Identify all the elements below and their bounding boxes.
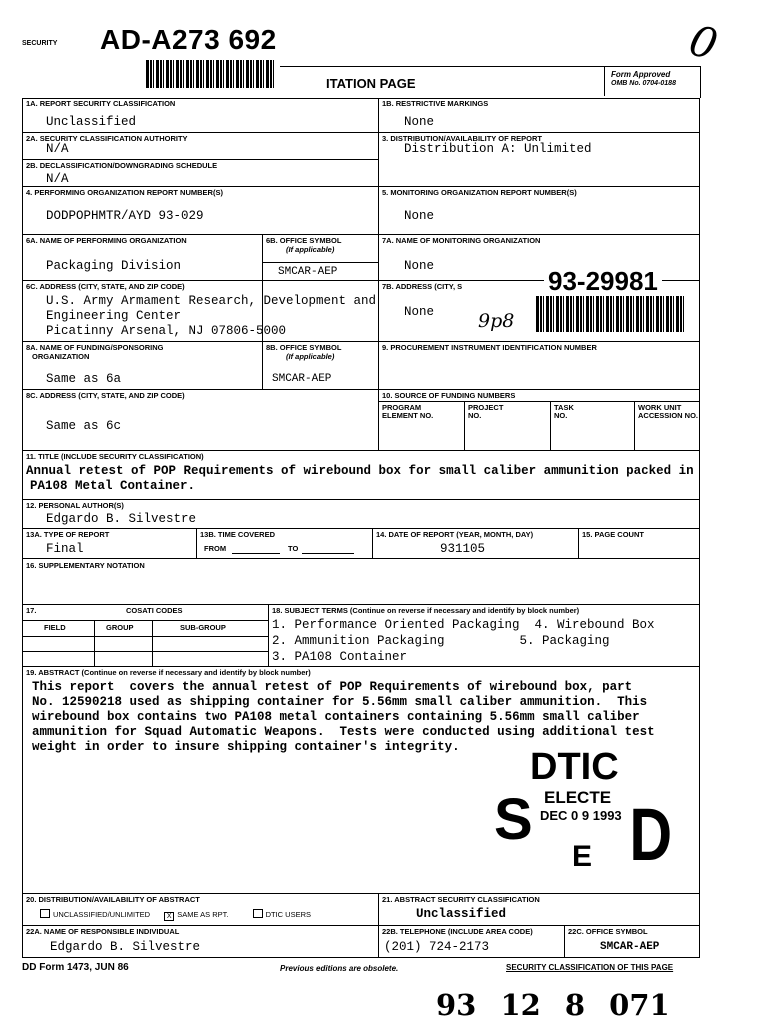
classification-authority: N/A xyxy=(46,142,69,156)
label-1a: 1A. REPORT SECURITY CLASSIFICATION xyxy=(26,99,176,108)
subject-terms-line-1: 1. Performance Oriented Packaging 4. Wirebound Box xyxy=(272,618,655,632)
accession-barcode xyxy=(536,296,686,332)
cosati-group-header: GROUP xyxy=(106,623,134,632)
label-6a: 6A. NAME OF PERFORMING ORGANIZATION xyxy=(26,236,187,245)
dtic-stamp-electe: ELECTE xyxy=(544,788,612,807)
label-13a: 13A. TYPE OF REPORT xyxy=(26,530,110,539)
handwritten-note: 9p8 xyxy=(478,310,515,332)
handwritten-zero: 0 xyxy=(684,15,723,70)
performing-address-line-2: Engineering Center xyxy=(46,309,182,323)
time-covered-to: TO xyxy=(288,544,299,553)
responsible-office-symbol: SMCAR-AEP xyxy=(600,941,660,953)
report-date: 931105 xyxy=(440,542,486,556)
label-5: 5. MONITORING ORGANIZATION REPORT NUMBER(S) xyxy=(382,188,577,197)
label-13b: 13B. TIME COVERED xyxy=(200,530,276,539)
security-classification-footer: SECURITY CLASSIFICATION OF THIS PAGE xyxy=(506,963,674,972)
monitoring-address: None xyxy=(404,305,435,319)
report-title-line-1: Annual retest of POP Requirements of wirebound box for small caliber ammunition packed in xyxy=(26,464,694,478)
same-as-rpt-checkbox[interactable]: X xyxy=(164,912,174,921)
label-17: 17. xyxy=(26,606,37,615)
label-9: 9. PROCUREMENT INSTRUMENT IDENTIFICATION NUMBER xyxy=(382,343,597,352)
form-title-fragment: ITATION PAGE xyxy=(326,76,416,91)
abstract-line-1: This report covers the annual retest of POP Requirements of wirebound box, part xyxy=(32,680,633,694)
subject-terms-line-2: 2. Ammunition Packaging 5. Packaging xyxy=(272,634,610,648)
label-2b: 2B. DECLASSIFICATION/DOWNGRADING SCHEDULE xyxy=(26,161,218,170)
unclassified-unlimited-label: UNCLASSIFIED/UNLIMITED xyxy=(53,910,151,919)
label-14: 14. DATE OF REPORT (YEAR, MONTH, DAY) xyxy=(376,530,534,539)
subject-terms-line-3: 3. PA108 Container xyxy=(272,650,408,664)
cosati-codes-title: COSATI CODES xyxy=(126,606,183,615)
performing-org-report-number: DODPOPHMTR/AYD 93-029 xyxy=(46,209,204,223)
dtic-users-checkbox[interactable] xyxy=(253,909,263,918)
label-12: 12. PERSONAL AUTHOR(S) xyxy=(26,501,124,510)
abstract-distribution-options xyxy=(40,909,311,921)
restrictive-markings: None xyxy=(404,115,435,129)
performing-organization: Packaging Division xyxy=(46,259,182,273)
performing-office-symbol: SMCAR-AEP xyxy=(278,266,338,278)
performing-address-line-3: Picatinny Arsenal, NJ 07806-5000 xyxy=(46,324,287,338)
bottom-accession-number: 93 12 8 071 xyxy=(436,988,670,1022)
label-8c: 8C. ADDRESS (CITY, STATE, AND ZIP CODE) xyxy=(26,391,185,400)
performing-address-line-1: U.S. Army Armament Research, Development and xyxy=(46,294,377,308)
label-19: 19. ABSTRACT (Continue on reverse if necessary and identify by block number) xyxy=(26,668,311,677)
monitoring-org-report-number: None xyxy=(404,209,435,223)
accession-stamp-number: 93-29981 xyxy=(544,266,662,297)
cosati-field-header: FIELD xyxy=(44,623,66,632)
distribution-availability: Distribution A: Unlimited xyxy=(404,142,592,156)
label-4: 4. PERFORMING ORGANIZATION REPORT NUMBER(S) xyxy=(26,188,223,197)
unclassified-unlimited-checkbox[interactable] xyxy=(40,909,50,918)
program-element-header: PROGRAM ELEMENT NO. xyxy=(382,403,434,420)
label-8a: 8A. NAME OF FUNDING/SPONSORING xyxy=(26,343,164,352)
task-no-header: TASK NO. xyxy=(554,403,574,420)
label-22c: 22C. OFFICE SYMBOL xyxy=(568,927,648,936)
label-7b: 7B. ADDRESS (CITY, S xyxy=(382,282,463,291)
project-no-header: PROJECT NO. xyxy=(468,403,504,420)
report-type: Final xyxy=(46,542,84,556)
abstract-line-2: No. 12590218 used as shipping container for 5.56mm small caliber ammunition. This xyxy=(32,695,648,709)
label-6c: 6C. ADDRESS (CITY, STATE, AND ZIP CODE) xyxy=(26,282,185,291)
label-11: 11. TITLE (INCLUDE SECURITY CLASSIFICATION) xyxy=(26,452,204,461)
dtic-stamp-title: DTIC xyxy=(530,746,619,788)
same-as-rpt-label: SAME AS RPT. xyxy=(177,910,229,919)
previous-editions-note: Previous editions are obsolete. xyxy=(280,964,399,973)
dtic-users-label: DTIC USERS xyxy=(265,910,311,919)
security-fragment: SECURITY xyxy=(22,40,58,47)
dtic-stamp-date: DEC 0 9 1993 xyxy=(540,808,622,823)
label-7a: 7A. NAME OF MONITORING ORGANIZATION xyxy=(382,236,541,245)
form-approved-label: Form Approved xyxy=(611,70,671,79)
form-approved-box xyxy=(604,66,701,96)
label-18: 18. SUBJECT TERMS (Continue on reverse if necessary and identify by block number) xyxy=(272,606,580,615)
dtic-stamp-e: E xyxy=(572,840,593,873)
label-8b-sub: (If applicable) xyxy=(286,352,335,361)
form-number: DD Form 1473, JUN 86 xyxy=(22,962,129,973)
label-16: 16. SUPPLEMENTARY NOTATION xyxy=(26,561,145,570)
label-3: 3. DISTRIBUTION/AVAILABILITY OF REPORT xyxy=(382,134,543,143)
downgrading-schedule: N/A xyxy=(46,172,69,186)
label-8b: 8B. OFFICE SYMBOL xyxy=(266,343,342,352)
label-10: 10. SOURCE OF FUNDING NUMBERS xyxy=(382,391,516,400)
label-6b: 6B. OFFICE SYMBOL xyxy=(266,236,342,245)
funding-organization: Same as 6a xyxy=(46,372,122,386)
label-8a-line2: ORGANIZATION xyxy=(32,352,90,361)
report-security-classification: Unclassified xyxy=(46,115,137,129)
monitoring-organization: None xyxy=(404,259,435,273)
abstract-line-4: ammunition for Squad Automatic Weapons. Tests were conducted using additional test xyxy=(32,725,655,739)
label-20: 20. DISTRIBUTION/AVAILABILITY OF ABSTRACT xyxy=(26,895,200,904)
label-22a: 22A. NAME OF RESPONSIBLE INDIVIDUAL xyxy=(26,927,180,936)
funding-office-symbol: SMCAR-AEP xyxy=(272,373,332,385)
funding-address: Same as 6c xyxy=(46,419,122,433)
report-title-line-2: PA108 Metal Container. xyxy=(30,479,196,493)
telephone: (201) 724-2173 xyxy=(384,940,490,954)
personal-author: Edgardo B. Silvestre xyxy=(46,512,197,526)
cosati-subgroup-header: SUB-GROUP xyxy=(180,623,226,632)
responsible-individual: Edgardo B. Silvestre xyxy=(50,940,201,954)
document-number: AD-A273 692 xyxy=(100,24,277,55)
abstract-security-classification: Unclassified xyxy=(416,907,507,921)
label-21: 21. ABSTRACT SECURITY CLASSIFICATION xyxy=(382,895,540,904)
dtic-stamp-s: S xyxy=(494,787,533,852)
abstract-line-5: weight in order to insure shipping container's integrity. xyxy=(32,740,460,754)
omb-number: OMB No. 0704-0188 xyxy=(611,80,676,87)
label-15: 15. PAGE COUNT xyxy=(582,530,644,539)
label-22b: 22B. TELEPHONE (INCLUDE AREA CODE) xyxy=(382,927,533,936)
time-covered-from: FROM xyxy=(204,544,227,553)
work-unit-header: WORK UNIT ACCESSION NO. xyxy=(638,403,699,420)
dtic-stamp-d: D xyxy=(629,793,673,876)
label-1b: 1B. RESTRICTIVE MARKINGS xyxy=(382,99,489,108)
label-6b-sub: (If applicable) xyxy=(286,245,335,254)
header-barcode xyxy=(146,60,276,88)
abstract-line-3: wirebound box contains two PA108 metal containers containing 5.56mm small caliber xyxy=(32,710,640,724)
label-2a: 2A. SECURITY CLASSIFICATION AUTHORITY xyxy=(26,134,188,143)
